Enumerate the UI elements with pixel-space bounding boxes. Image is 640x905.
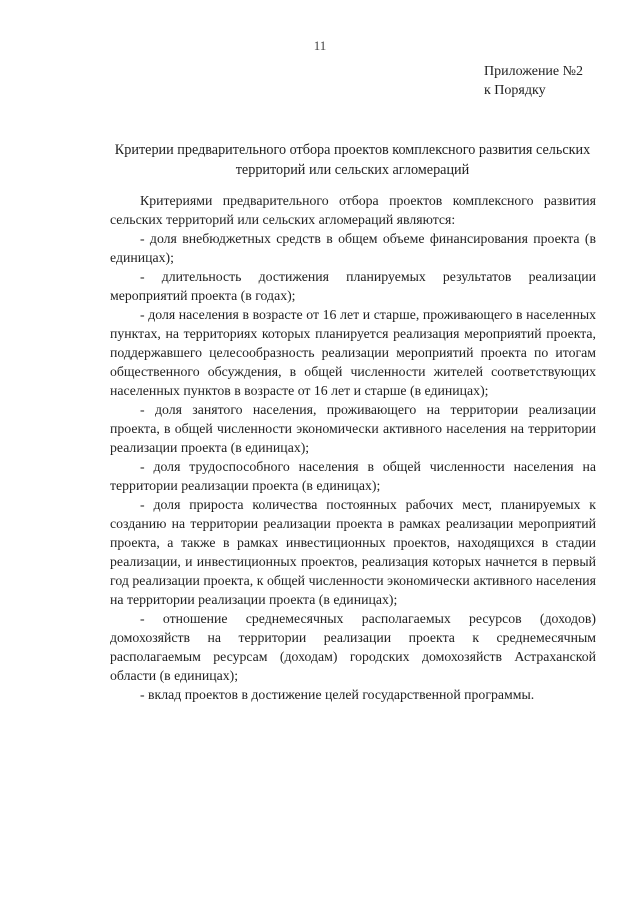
page-number: 11: [313, 38, 327, 53]
criterion-item: - доля трудоспособного населения в общей численности населения на территории реализации проекта (в единицах);: [110, 459, 596, 493]
appendix-line-2: к Порядку: [484, 83, 546, 98]
appendix-line-1: Приложение №2: [484, 64, 583, 79]
criterion-item: - отношение среднемесячных располагаемых ресурсов (доходов) домохозяйств на территории реализации проекта к среднемесячным располагаемым ресурсам (доходам) городских домохозяйств Астраханской области (в единицах);: [110, 611, 596, 683]
criterion-item: - доля внебюджетных средств в общем объеме финансирования проекта (в единицах);: [110, 231, 596, 265]
criterion-item: - доля населения в возрасте от 16 лет и старше, проживающего в населенных пунктах, на территориях которых планируется реализация мероприятий проекта, поддержавшего целесообразность реализации мероприятий проекта по итогам общественного обсуждения, в общей численности жителей соответствующих населенных пунктов в возрасте от 16 лет и старше (в единицах);: [110, 307, 596, 398]
criterion-item: - вклад проектов в достижение целей государственной программы.: [140, 687, 535, 702]
appendix-reference: [484, 62, 583, 100]
document-body: [110, 191, 596, 704]
criterion-item: - доля прироста количества постоянных рабочих мест, планируемых к созданию на территории реализации проекта в рамках реализации мероприятий проекта, а также в рамках инвестиционных проектов, находящихся в стадии реализации, и инвестиционных проектов, реализация которых начнется в первый год реализации проекта, к общей численности экономически активного населения на территории реализации проекта (в единицах);: [110, 497, 596, 607]
intro-paragraph: Критериями предварительного отбора проектов комплексного развития сельских территорий или сельских агломераций являются:: [110, 193, 596, 227]
criterion-item: - длительность достижения планируемых результатов реализации мероприятий проекта (в годах);: [110, 269, 596, 303]
criterion-item: - доля занятого населения, проживающего на территории реализации проекта, в общей численности экономически активного населения на территории реализации проекта (в единицах);: [110, 402, 596, 455]
document-title: Критерии предварительного отбора проектов комплексного развития сельских территорий или сельских агломераций: [114, 142, 591, 178]
